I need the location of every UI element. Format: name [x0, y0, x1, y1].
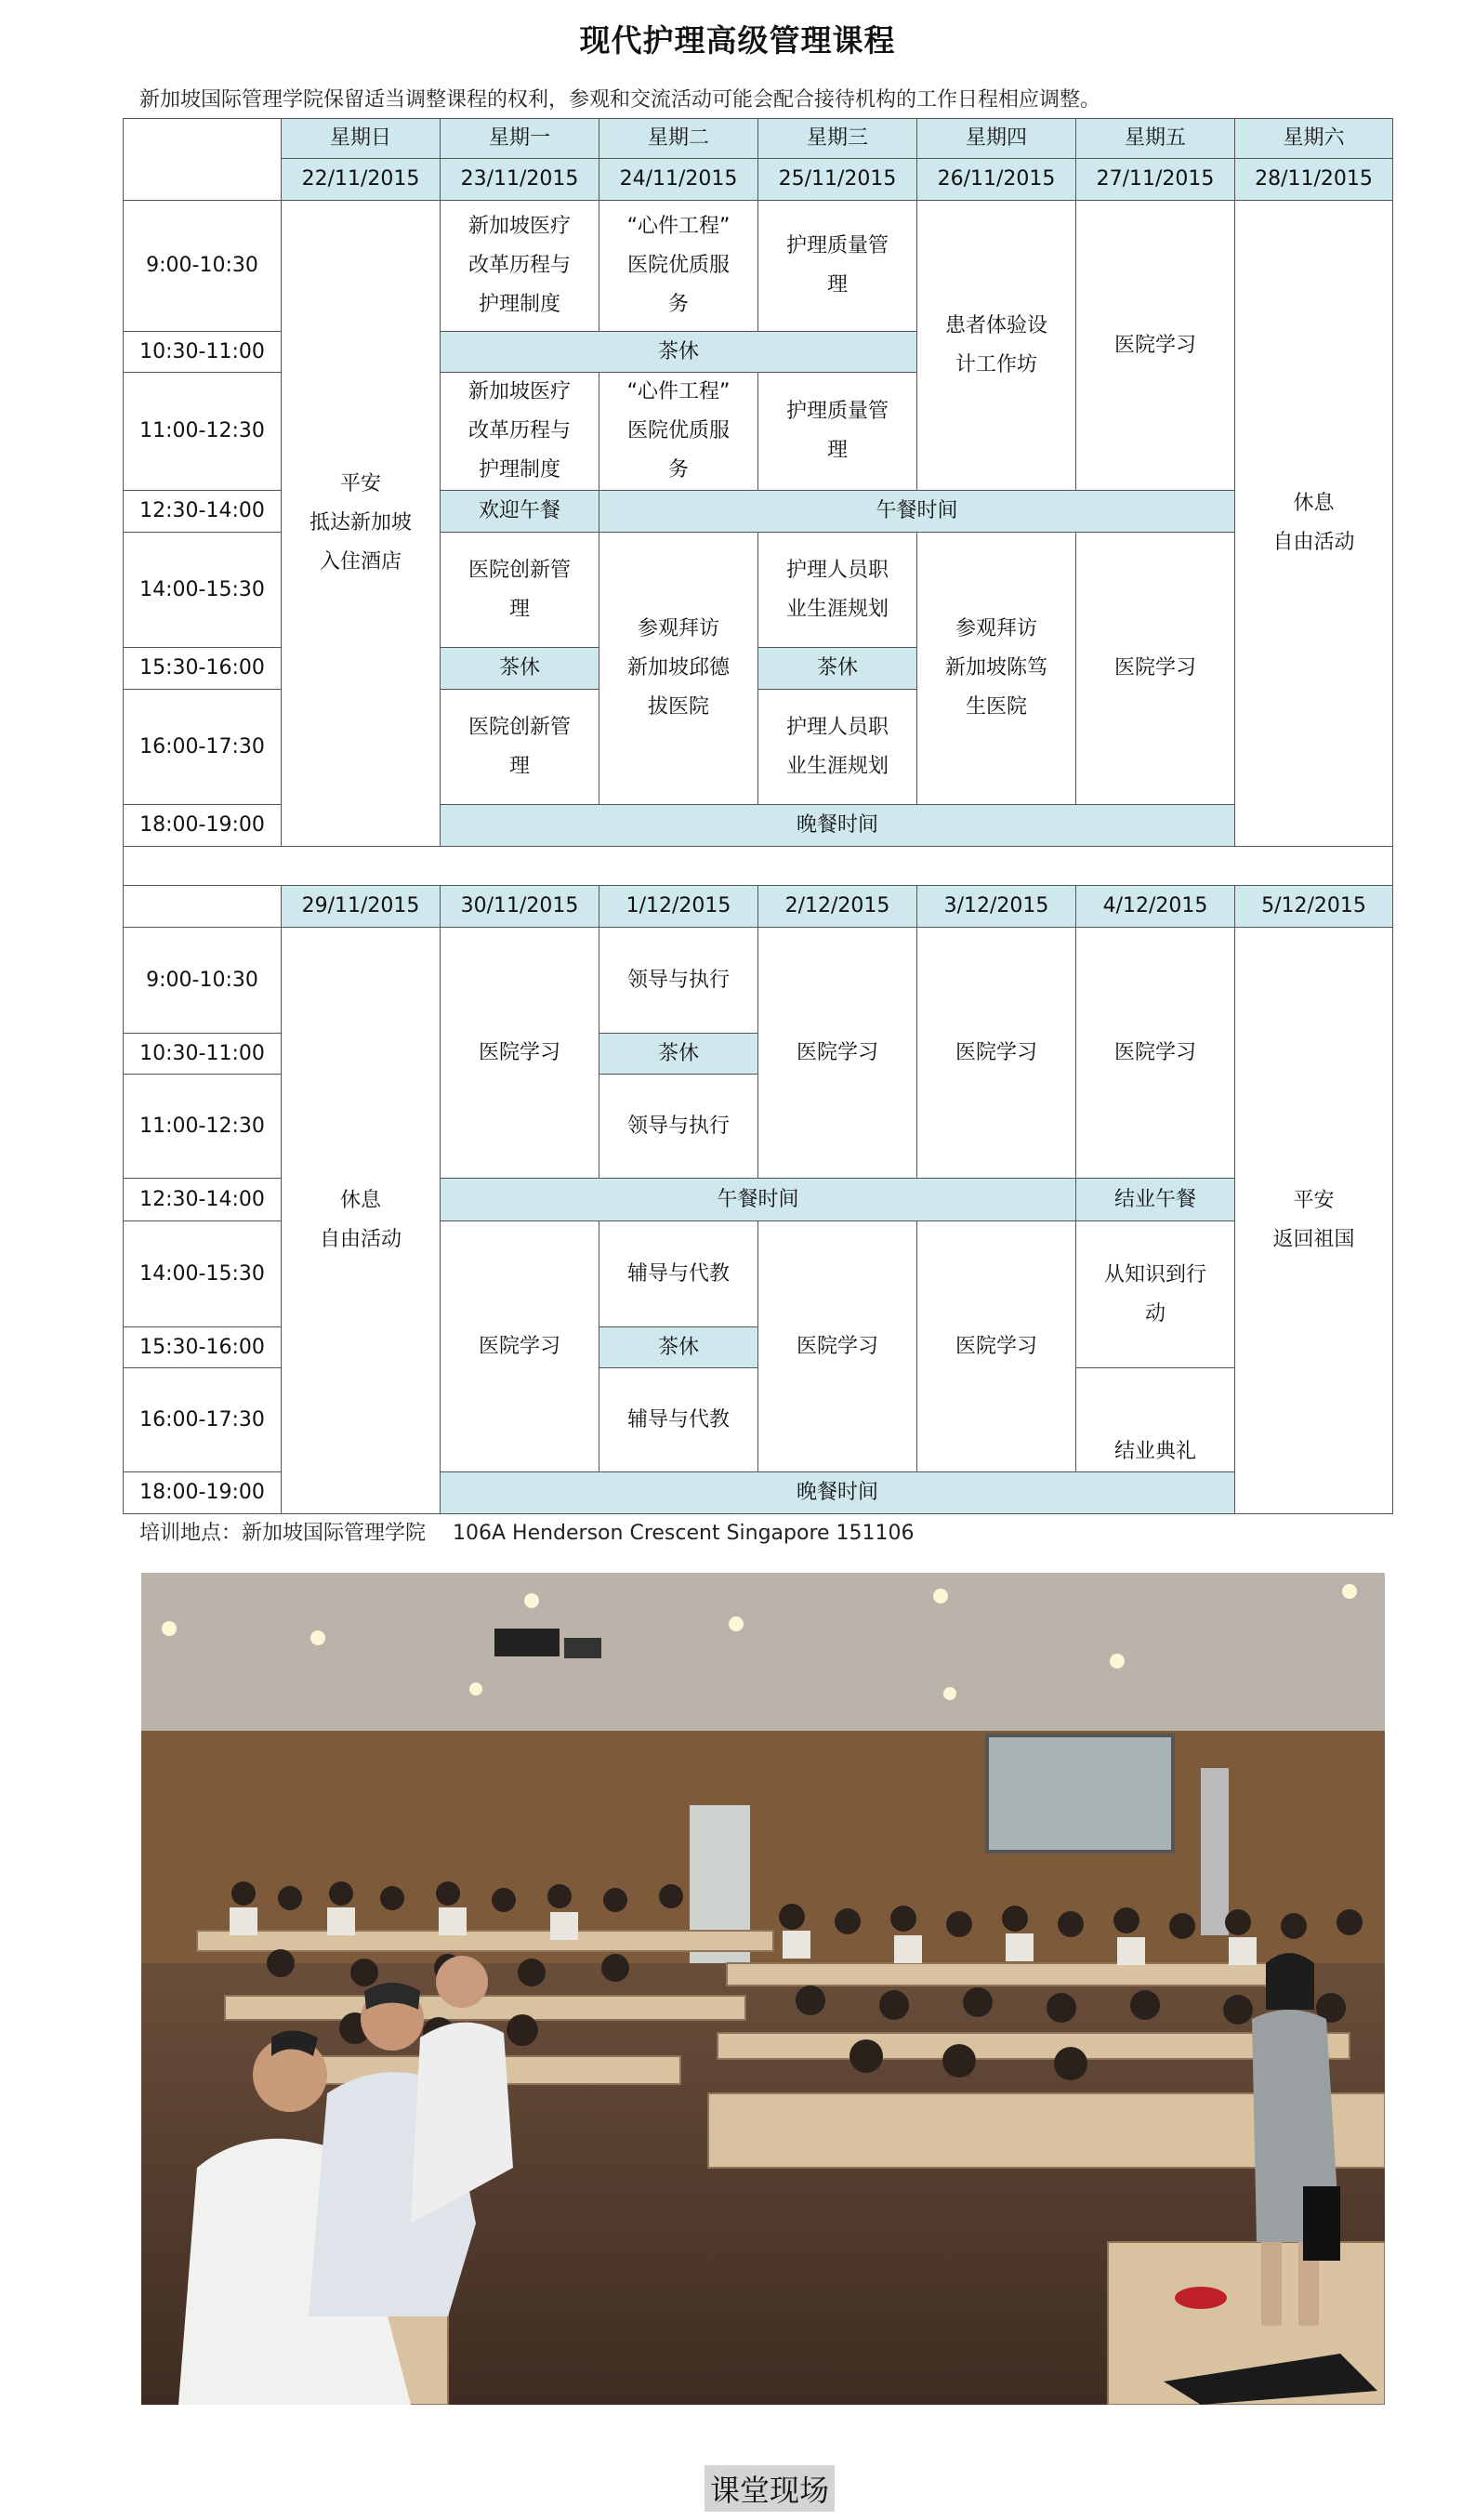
- session-cell: 参观拜访 新加坡邱德 拔医院: [599, 533, 758, 805]
- tea-break-cell: 茶休: [599, 1034, 758, 1075]
- session-cell: 辅导与代教: [599, 1221, 758, 1327]
- dinner-cell: 晚餐时间: [441, 805, 1235, 847]
- schedule-table-week2: [123, 885, 1393, 1514]
- time-slot: 15:30-16:00: [124, 648, 282, 690]
- session-cell: 新加坡医疗 改革历程与 护理制度: [441, 201, 599, 332]
- session-cell: 医院学习: [441, 1221, 599, 1472]
- session-cell: 从知识到行 动: [1076, 1221, 1235, 1368]
- time-slot: 9:00-10:30: [124, 201, 282, 332]
- schedule-note: 新加坡国际管理学院保留适当调整课程的权利，参观和交流活动可能会配合接待机构的工作日程相应调整。: [139, 88, 1101, 112]
- weekday-sun: 星期日: [282, 119, 441, 159]
- session-cell: 平安 抵达新加坡 入住酒店: [282, 201, 441, 847]
- corner-cell: [124, 886, 282, 928]
- time-slot: 11:00-12:30: [124, 1075, 282, 1179]
- time-slot: 15:30-16:00: [124, 1327, 282, 1368]
- session-cell: 医院学习: [758, 928, 917, 1179]
- weekday-row: [124, 119, 1393, 159]
- date-cell: 24/11/2015: [599, 159, 758, 201]
- time-slot: 18:00-19:00: [124, 1472, 282, 1514]
- session-cell: 辅导与代教: [599, 1368, 758, 1472]
- session-cell: 医院学习: [1076, 533, 1235, 805]
- session-cell: 休息 自由活动: [1235, 201, 1393, 847]
- date-cell: 28/11/2015: [1235, 159, 1393, 201]
- tea-break-cell: 茶休: [758, 648, 917, 690]
- weekday-sat: 星期六: [1235, 119, 1393, 159]
- session-cell: 护理人员职 业生涯规划: [758, 690, 917, 805]
- date-row: [124, 159, 1393, 201]
- dinner-cell: 晚餐时间: [441, 1472, 1235, 1514]
- tea-break-cell: 茶休: [441, 648, 599, 690]
- date-cell: 30/11/2015: [441, 886, 599, 928]
- photo-caption: 课堂现场: [705, 2465, 835, 2512]
- date-cell: 27/11/2015: [1076, 159, 1235, 201]
- time-slot: 11:00-12:30: [124, 373, 282, 491]
- session-cell: 参观拜访 新加坡陈笃 生医院: [917, 533, 1076, 805]
- training-location: 培训地点：新加坡国际管理学院 106A Henderson Crescent Singapore 151106: [139, 1522, 915, 1545]
- time-slot: 14:00-15:30: [124, 533, 282, 648]
- session-cell: 医院学习: [441, 928, 599, 1179]
- session-cell: 患者体验设 计工作坊: [917, 201, 1076, 491]
- date-cell: 25/11/2015: [758, 159, 917, 201]
- tea-break-cell: 茶休: [599, 1327, 758, 1368]
- weekday-thu: 星期四: [917, 119, 1076, 159]
- session-cell: 医院学习: [1076, 928, 1235, 1179]
- weekday-mon: 星期一: [441, 119, 599, 159]
- corner-cell: [124, 119, 282, 201]
- session-cell: 护理质量管 理: [758, 373, 917, 491]
- ceremony-cell: 结业典礼: [1076, 1368, 1235, 1472]
- date-cell: 26/11/2015: [917, 159, 1076, 201]
- session-cell: 医院学习: [1076, 201, 1235, 491]
- page-title: 现代护理高级管理课程: [579, 22, 896, 59]
- time-slot: 10:30-11:00: [124, 1034, 282, 1075]
- session-cell: 护理人员职 业生涯规划: [758, 533, 917, 648]
- lunch-cell: 午餐时间: [441, 1179, 1076, 1221]
- session-cell: “心件工程” 医院优质服 务: [599, 373, 758, 491]
- date-cell: 2/12/2015: [758, 886, 917, 928]
- classroom-illustration: [141, 1573, 1385, 2405]
- date-row: [124, 886, 1393, 928]
- schedule-table-week1: [123, 118, 1393, 886]
- closing-lunch-cell: 结业午餐: [1076, 1179, 1235, 1221]
- session-cell: 医院学习: [758, 1221, 917, 1472]
- date-cell: 23/11/2015: [441, 159, 599, 201]
- date-cell: 3/12/2015: [917, 886, 1076, 928]
- welcome-lunch-cell: 欢迎午餐: [441, 491, 599, 533]
- session-cell: 医院创新管 理: [441, 533, 599, 648]
- session-cell: 休息 自由活动: [282, 928, 441, 1514]
- session-cell: 平安 返回祖国: [1235, 928, 1393, 1514]
- time-row: [124, 201, 1393, 332]
- time-row: [124, 928, 1393, 1034]
- time-slot: 14:00-15:30: [124, 1221, 282, 1327]
- spacer-row: [124, 847, 1393, 886]
- session-cell: 领导与执行: [599, 1075, 758, 1179]
- session-cell: 新加坡医疗 改革历程与 护理制度: [441, 373, 599, 491]
- session-cell: 医院学习: [917, 1221, 1076, 1472]
- weekday-tue: 星期二: [599, 119, 758, 159]
- date-cell: 22/11/2015: [282, 159, 441, 201]
- time-slot: 16:00-17:30: [124, 1368, 282, 1472]
- session-cell: 领导与执行: [599, 928, 758, 1034]
- time-slot: 12:30-14:00: [124, 1179, 282, 1221]
- time-slot: 12:30-14:00: [124, 491, 282, 533]
- date-cell: 5/12/2015: [1235, 886, 1393, 928]
- classroom-photo: [141, 1573, 1385, 2405]
- time-slot: 10:30-11:00: [124, 332, 282, 373]
- weekday-fri: 星期五: [1076, 119, 1235, 159]
- time-slot: 18:00-19:00: [124, 805, 282, 847]
- date-cell: 4/12/2015: [1076, 886, 1235, 928]
- session-cell: 医院学习: [917, 928, 1076, 1179]
- date-cell: 29/11/2015: [282, 886, 441, 928]
- date-cell: 1/12/2015: [599, 886, 758, 928]
- session-cell: 医院创新管 理: [441, 690, 599, 805]
- session-cell: 护理质量管 理: [758, 201, 917, 332]
- spacer-cell: [124, 847, 1393, 886]
- time-slot: 9:00-10:30: [124, 928, 282, 1034]
- weekday-wed: 星期三: [758, 119, 917, 159]
- time-slot: 16:00-17:30: [124, 690, 282, 805]
- session-cell: “心件工程” 医院优质服 务: [599, 201, 758, 332]
- tea-break-cell: 茶休: [441, 332, 917, 373]
- lunch-cell: 午餐时间: [599, 491, 1235, 533]
